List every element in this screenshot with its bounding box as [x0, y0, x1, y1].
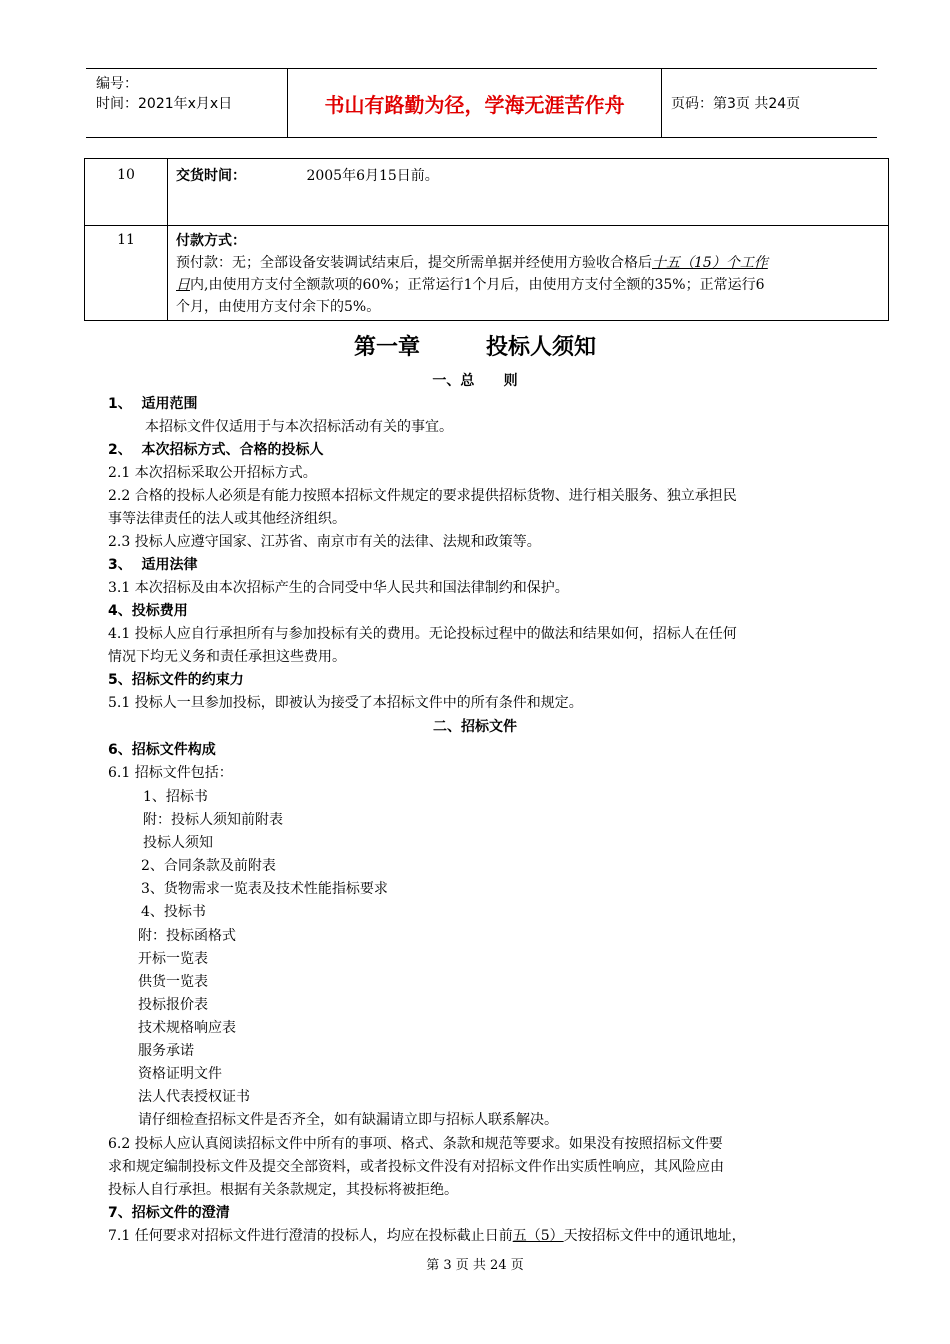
list-item: 附：投标人须知前附表 — [143, 812, 283, 828]
row-number: 10 — [85, 159, 168, 226]
heading-1: 1、 适用范围 — [108, 396, 198, 412]
paragraph: 5.1 投标人一旦参加投标，即被认为接受了本招标文件中的所有条件和规定。 — [108, 695, 583, 711]
paragraph: 4.1 投标人应自行承担所有与参加投标有关的费用。无论投标过程中的做法和结果如何，招标人在任何 — [108, 626, 737, 642]
list-item: 法人代表授权证书 — [138, 1089, 250, 1105]
table-row — [85, 226, 889, 321]
paragraph: 6.2 投标人应认真阅读招标文件中所有的事项、格式、条款和规范等要求。如果没有按照招标文件要 — [108, 1136, 723, 1152]
time-label: 时间：2021年x月x日 — [96, 96, 233, 112]
paragraph: 2.1 本次招标采取公开招标方式。 — [108, 465, 317, 481]
list-item: 投标人须知 — [143, 835, 213, 851]
header-page-info: 页码：第3页 共24页 — [671, 96, 801, 112]
paragraph: 本招标文件仅适用于与本次招标活动有关的事宜。 — [145, 419, 453, 435]
paragraph: 7.1 任何要求对招标文件进行澄清的投标人，均应在投标截止日前五（5）天按招标文件中的通讯地址， — [108, 1228, 746, 1244]
section-heading-general: 一、总 则 — [432, 373, 518, 389]
paragraph: 情况下均无义务和责任承担这些费用。 — [108, 649, 346, 665]
page-footer: 第 3 页 共 24 页 — [426, 1258, 524, 1273]
payment-label: 付款方式： — [176, 233, 246, 249]
payment-text-line: 个月，由使用方支付余下的5%。 — [176, 299, 381, 315]
header-meta — [86, 69, 286, 137]
paragraph: 投标人自行承担。根据有关条款规定，其投标将被拒绝。 — [108, 1182, 458, 1198]
heading-3: 3、 适用法律 — [108, 557, 198, 573]
chapter-heading — [0, 330, 950, 361]
chapter-title: 投标人须知 — [486, 335, 597, 360]
paragraph: 2.3 投标人应遵守国家、江苏省、南京市有关的法律、法规和政策等。 — [108, 534, 541, 550]
heading-5: 5、招标文件的约束力 — [108, 672, 244, 688]
paragraph: 2.2 合格的投标人必须是有能力按照本招标文件规定的要求提供招标货物、进行相关服务、独立承担民 — [108, 488, 737, 504]
heading-7: 7、招标文件的澄清 — [108, 1205, 230, 1221]
section-heading-docs: 二、招标文件 — [433, 719, 517, 735]
chapter-number: 第一章 — [353, 335, 420, 360]
list-item: 供货一览表 — [138, 974, 208, 990]
list-item: 技术规格响应表 — [138, 1020, 236, 1036]
list-item: 服务承诺 — [138, 1043, 194, 1059]
paragraph: 求和规定编制投标文件及提交全部资料，或者投标文件没有对招标文件作出实质性响应，其风险应由 — [108, 1159, 724, 1175]
list-item: 4、投标书 — [141, 904, 206, 920]
table-row — [85, 159, 889, 226]
row-number: 11 — [85, 226, 168, 321]
paragraph: 6.1 招标文件包括： — [108, 765, 233, 781]
list-item: 附：投标函格式 — [138, 928, 236, 944]
payment-text-line: 预付款：无；全部设备安装调试结束后，提交所需单据并经使用方验收合格后十五（15）个工作 — [176, 255, 768, 271]
list-item: 请仔细检查招标文件是否齐全，如有缺漏请立即与招标人联系解决。 — [138, 1112, 558, 1128]
heading-6: 6、招标文件构成 — [108, 742, 216, 758]
payment-text-line: 日内,由使用方支付全额款项的60%；正常运行1个月后，由使用方支付全额的35%；正常运行6 — [176, 277, 765, 293]
delivery-value: 2005年6月15日前。 — [306, 168, 439, 184]
list-item: 资格证明文件 — [138, 1066, 222, 1082]
paragraph: 事等法律责任的法人或其他经济组织。 — [108, 511, 346, 527]
list-item: 1、招标书 — [143, 789, 208, 805]
heading-4: 4、投标费用 — [108, 603, 188, 619]
heading-2: 2、 本次招标方式、合格的投标人 — [108, 442, 324, 458]
delivery-label: 交货时间： — [176, 168, 246, 184]
list-item: 开标一览表 — [138, 951, 208, 967]
list-item: 2、合同条款及前附表 — [141, 858, 276, 874]
list-item: 投标报价表 — [138, 997, 208, 1013]
spec-table — [84, 158, 889, 321]
list-item: 3、货物需求一览表及技术性能指标要求 — [141, 881, 388, 897]
number-label: 编号： — [96, 76, 138, 92]
header-motto: 书山有路勤为径，学海无涯苦作舟 — [287, 69, 662, 137]
page-header — [86, 68, 877, 138]
paragraph: 3.1 本次招标及由本次招标产生的合同受中华人民共和国法律制约和保护。 — [108, 580, 569, 596]
